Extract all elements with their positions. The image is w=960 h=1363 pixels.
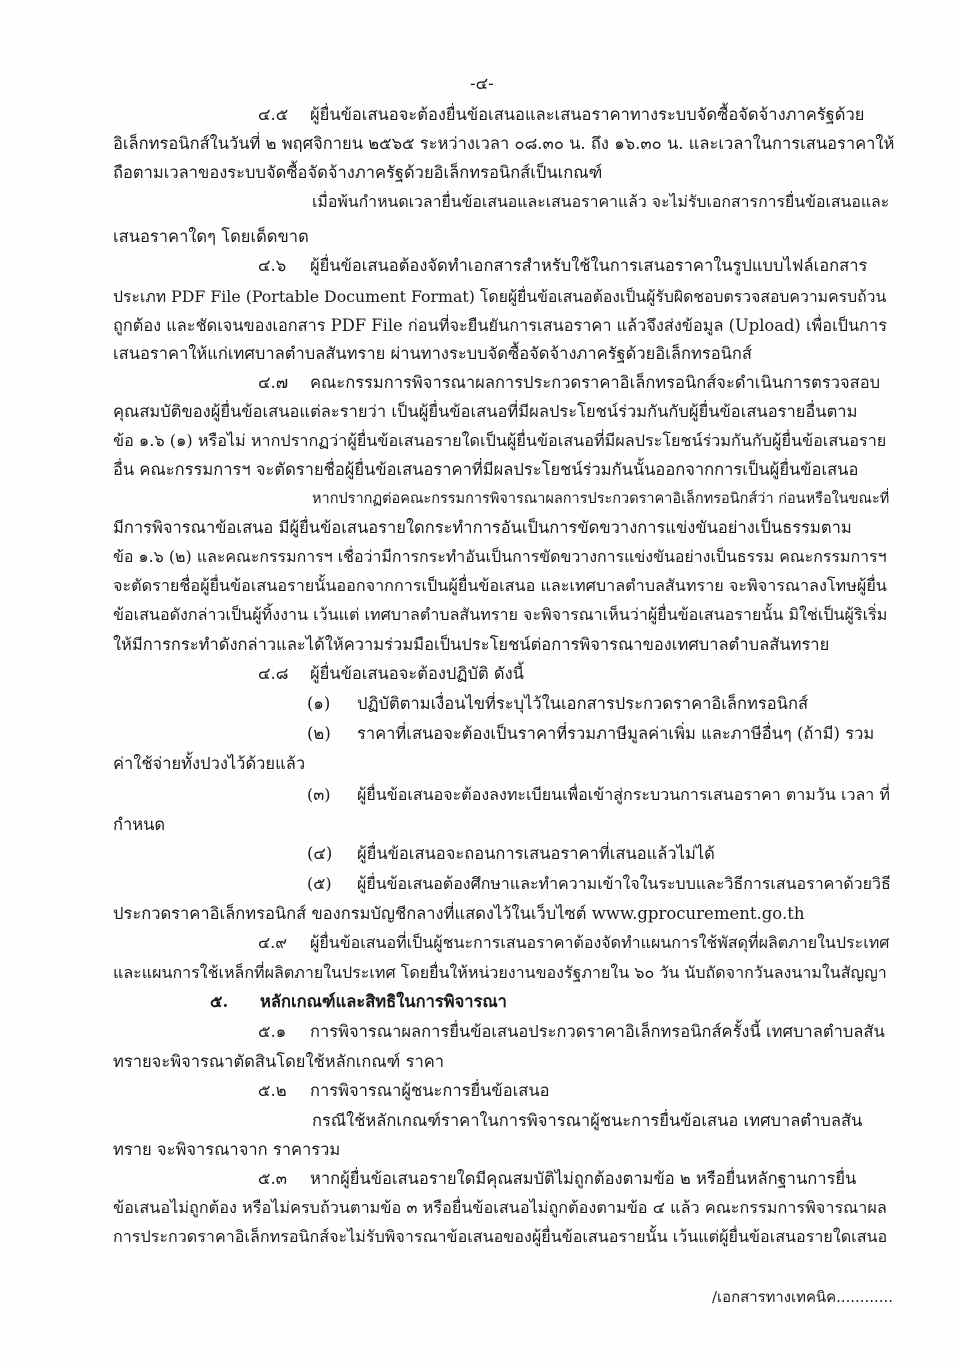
clause-4-7-line-8: จะตัดรายชื่อผู้ยื่นข้อเสนอรายนั้นออกจากการเป็นผู้ยื่นข้อเสนอ และเทศบาลตำบลสันทราย จะพิจารณาลงโทษผู้ยื่น <box>113 576 887 595</box>
clause-4-5-line-4: เมื่อพ้นกำหนดเวลายื่นข้อเสนอและเสนอราคาแล้ว จะไม่รับเอกสารการยื่นข้อเสนอและ <box>312 192 890 211</box>
item-text: ผู้ยื่นข้อเสนอต้องศึกษาและทำความเข้าใจในระบบและวิธีการเสนอราคาด้วยวิธี <box>357 874 891 893</box>
clause-5-1-line-1 <box>258 1020 885 1044</box>
clause-number: ๔.๕ <box>258 105 289 124</box>
clause-4-7-line-3: ข้อ ๑.๖ (๑) หรือไม่ หากปรากฏว่าผู้ยื่นข้อเสนอรายใดเป็นผู้ยื่นข้อเสนอที่มีผลประโยชน์ร่วมกันกับผู้ยื่นข้อเสนอราย <box>113 431 887 450</box>
clause-4-7-line-6: มีการพิจารณาข้อเสนอ มีผู้ยื่นข้อเสนอรายใดกระทำการอันเป็นการขัดขวางการแข่งขันอย่างเป็นธรรมตาม <box>113 518 852 537</box>
clause-4-6-line-2: ประเภท PDF File (Portable Document Format) โดยผู้ยื่นข้อเสนอต้องเป็นผู้รับผิดชอบตรวจสอบความครบถ้วน <box>113 287 887 306</box>
clause-4-8-item-5 <box>307 872 891 896</box>
item-text: ราคาที่เสนอจะต้องเป็นราคาที่รวมภาษีมูลค่าเพิ่ม และภาษีอื่นๆ (ถ้ามี) รวม <box>357 724 875 743</box>
clause-5-3-line-2: ข้อเสนอไม่ถูกต้อง หรือไม่ครบถ้วนตามข้อ ๓ หรือยื่นข้อเสนอไม่ถูกต้องตามข้อ ๔ แล้ว คณะกรรมการพิจารณาผล <box>113 1198 887 1217</box>
clause-4-8-item-2-cont: ค่าใช้จ่ายทั้งปวงไว้ด้วยแล้ว <box>113 754 306 773</box>
clause-4-8-item-3-cont: กำหนด <box>113 815 166 834</box>
clause-4-7-line-1 <box>258 371 880 395</box>
clause-4-7-line-7: ข้อ ๑.๖ (๒) และคณะกรรมการฯ เชื่อว่ามีการกระทำอันเป็นการขัดขวางการแข่งขันอย่างเป็นธรรม คณะกรรมการฯ <box>113 547 887 566</box>
clause-number: ๔.๗ <box>258 373 289 392</box>
clause-4-8-item-3 <box>307 783 890 807</box>
clause-number: ๔.๙ <box>258 933 287 952</box>
clause-5-1-line-2: ทรายจะพิจารณาตัดสินโดยใช้หลักเกณฑ์ ราคา <box>113 1052 445 1071</box>
clause-number: ๔.๖ <box>258 256 287 275</box>
item-number: (๒) <box>307 724 331 743</box>
clause-4-8-item-2 <box>307 722 874 746</box>
clause-4-8-item-4 <box>307 842 715 866</box>
clause-4-8-line-1 <box>258 662 524 686</box>
clause-text: ผู้ยื่นข้อเสนอจะต้องยื่นข้อเสนอและเสนอราคาทางระบบจัดซื้อจัดจ้างภาครัฐด้วย <box>310 105 865 124</box>
item-text: ผู้ยื่นข้อเสนอจะต้องลงทะเบียนเพื่อเข้าสู่กระบวนการเสนอราคา ตามวัน เวลา ที่ <box>357 785 890 804</box>
item-text: ปฏิบัติตามเงื่อนไขที่ระบุไว้ในเอกสารประกวดราคาอิเล็กทรอนิกส์ <box>357 694 809 713</box>
clause-number: ๕.๓ <box>258 1169 288 1188</box>
item-number: (๓) <box>307 785 331 804</box>
clause-5-2-line-1 <box>258 1079 550 1103</box>
clause-4-8-item-5-cont: ประกวดราคาอิเล็กทรอนิกส์ ของกรมบัญชีกลางที่แสดงไว้ในเว็บไซต์ www.gprocurement.go.th <box>113 904 805 923</box>
clause-4-7-line-10: ให้มีการกระทำดังกล่าวและได้ให้ความร่วมมือเป็นประโยชน์ต่อการพิจารณาของเทศบาลตำบลสันทราย <box>113 635 830 654</box>
clause-4-5-line-5: เสนอราคาใดๆ โดยเด็ดขาด <box>113 227 309 246</box>
clause-4-7-line-5: หากปรากฏต่อคณะกรรมการพิจารณาผลการประกวดราคาอิเล็กทรอนิกส์ว่า ก่อนหรือในขณะที่ <box>312 491 890 507</box>
clause-4-9-line-1 <box>258 931 889 955</box>
item-number: (๑) <box>307 694 331 713</box>
item-number: (๔) <box>307 844 333 863</box>
section-title: หลักเกณฑ์และสิทธิในการพิจารณา <box>260 992 507 1011</box>
page-number: -๔- <box>470 74 494 93</box>
clause-4-6-line-1 <box>258 254 867 278</box>
section-number: ๕. <box>210 992 229 1011</box>
clause-4-7-line-4: อื่น คณะกรรมการฯ จะตัดรายชื่อผู้ยื่นข้อเสนอราคาที่มีผลประโยชน์ร่วมกันนั้นออกจากการเป็นผู้ยื่นข้อเสนอ <box>113 460 859 479</box>
clause-4-8-item-1 <box>307 692 808 716</box>
clause-number: ๔.๘ <box>258 664 289 683</box>
clause-text: หากผู้ยื่นข้อเสนอรายใดมีคุณสมบัติไม่ถูกต้องตามข้อ ๒ หรือยื่นหลักฐานการยื่น <box>310 1169 857 1188</box>
clause-text: การพิจารณาผู้ชนะการยื่นข้อเสนอ <box>310 1081 550 1100</box>
clause-4-6-line-3: ถูกต้อง และชัดเจนของเอกสาร PDF File ก่อนที่จะยืนยันการเสนอราคา แล้วจึงส่งข้อมูล (Upload) เพื่อเป็นการ <box>113 316 887 335</box>
clause-text: ผู้ยื่นข้อเสนอต้องจัดทำเอกสารสำหรับใช้ในการเสนอราคาในรูปแบบไฟล์เอกสาร <box>310 256 868 275</box>
clause-number: ๕.๑ <box>258 1022 287 1041</box>
clause-4-7-line-9: ข้อเสนอดังกล่าวเป็นผู้ทิ้งงาน เว้นแต่ เทศบาลตำบลสันทราย จะพิจารณาเห็นว่าผู้ยื่นข้อเสนอรายนั้น มิใช่เป็นผู้ริเริ่ม <box>113 605 888 624</box>
clause-4-5-line-1 <box>258 103 864 127</box>
item-text: ผู้ยื่นข้อเสนอจะถอนการเสนอราคาที่เสนอแล้วไม่ได้ <box>357 844 715 863</box>
clause-text: การพิจารณาผลการยื่นข้อเสนอประกวดราคาอิเล็กทรอนิกส์ครั้งนี้ เทศบาลตำบลสัน <box>310 1022 885 1041</box>
clause-4-6-line-4: เสนอราคาให้แก่เทศบาลตำบลสันทราย ผ่านทางระบบจัดซื้อจัดจ้างภาครัฐด้วยอิเล็กทรอนิกส์ <box>113 344 752 363</box>
clause-4-7-line-2: คุณสมบัติของผู้ยื่นข้อเสนอแต่ละรายว่า เป็นผู้ยื่นข้อเสนอที่มีผลประโยชน์ร่วมกันกับผู้ยื่นข้อเสนอรายอื่นตาม <box>113 402 858 421</box>
clause-4-9-line-2: และแผนการใช้เหล็กที่ผลิตภายในประเทศ โดยยื่นให้หน่วยงานของรัฐภายใน ๖๐ วัน นับถัดจากวันลงนามในสัญญา <box>113 963 887 982</box>
section-5-heading <box>210 990 507 1014</box>
item-number: (๕) <box>307 874 332 893</box>
clause-5-3-line-3: การประกวดราคาอิเล็กทรอนิกส์จะไม่รับพิจารณาข้อเสนอของผู้ยื่นข้อเสนอรายนั้น เว้นแต่ผู้ยื่นข้อเสนอรายใดเสนอ <box>113 1227 888 1246</box>
clause-text: ผู้ยื่นข้อเสนอจะต้องปฏิบัติ ดังนี้ <box>310 664 524 683</box>
clause-text: ผู้ยื่นข้อเสนอที่เป็นผู้ชนะการเสนอราคาต้องจัดทำแผนการใช้พัสดุที่ผลิตภายในประเทศ <box>310 933 890 952</box>
clause-4-5-line-3: ถือตามเวลาของระบบจัดซื้อจัดจ้างภาครัฐด้วยอิเล็กทรอนิกส์เป็นเกณฑ์ <box>113 163 603 182</box>
clause-5-2-line-2: กรณีใช้หลักเกณฑ์ราคาในการพิจารณาผู้ชนะการยื่นข้อเสนอ เทศบาลตำบลสัน <box>312 1111 863 1130</box>
clause-number: ๕.๒ <box>258 1081 287 1100</box>
clause-4-5-line-2: อิเล็กทรอนิกส์ในวันที่ ๒ พฤศจิกายน ๒๕๖๕ ระหว่างเวลา ๐๘.๓๐ น. ถึง ๑๖.๓๐ น. และเวลาในการเสนอราคาให้ <box>113 134 895 153</box>
clause-5-3-line-1 <box>258 1167 856 1191</box>
clause-5-2-line-3: ทราย จะพิจารณาจาก ราคารวม <box>113 1140 341 1159</box>
clause-text: คณะกรรมการพิจารณาผลการประกวดราคาอิเล็กทรอนิกส์จะดำเนินการตรวจสอบ <box>310 373 881 392</box>
page-continuation-note: /เอกสารทางเทคนิค............ <box>712 1288 893 1306</box>
